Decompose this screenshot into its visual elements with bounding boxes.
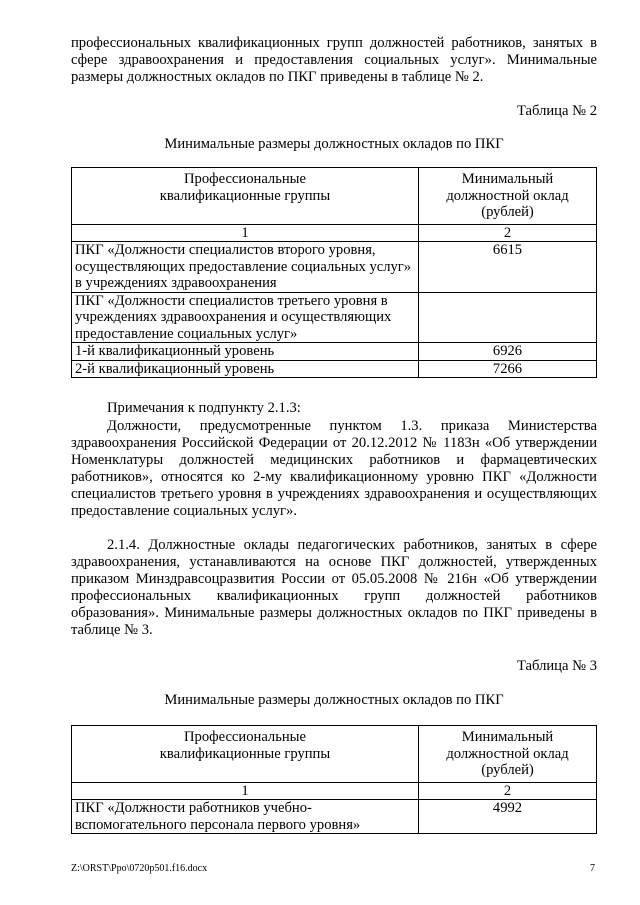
table-row	[72, 343, 597, 361]
table3-header-col1: Профессиональные квалификационные группы	[72, 726, 419, 783]
table2-row-value: 6926	[419, 343, 597, 361]
table-row	[72, 800, 597, 834]
table2-row-name: ПКГ «Должности специалистов третьего уровня в учреждениях здравоохранения и осуществляющих предоставление социальных услуг»	[72, 292, 419, 343]
intro-paragraph: профессиональных квалификационных групп должностей работников, занятых в сфере здравоохранения и предоставления социальных услуг». Минимальные размеры должностных окладов по ПКГ приведены в таблице № 2.	[71, 35, 597, 85]
table3-row-value: 4992	[419, 800, 597, 834]
footer-page-number: 7	[590, 863, 595, 874]
table3-caption: Минимальные размеры должностных окладов по ПКГ	[164, 692, 504, 708]
table3-number-row	[72, 782, 597, 800]
table3-header-col2: Минимальный должностной оклад (рублей)	[419, 726, 597, 783]
notes-text: Должности, предусмотренные пунктом 1.3. приказа Министерства здравоохранения Российской Федерации от 20.12.2012 № 1183н «Об утверждении Номенклатуры должностей медицинских работников и фармацевтических работников», относятся ко 2-му квалификационному уровню ПКГ «Должности специалистов третьего уровня в учреждениях здравоохранения и осуществляющих предоставление социальных услуг».	[71, 418, 597, 519]
table2-row-name: 1-й квалификационный уровень	[72, 343, 419, 361]
table3-row-name: ПКГ «Должности работников учебно-вспомогательного персонала первого уровня»	[72, 800, 419, 834]
table-row	[72, 292, 597, 343]
table2-num-col1: 1	[72, 224, 419, 242]
table3-label: Таблица № 3	[517, 658, 597, 674]
table2-header-col2: Минимальный должностной оклад (рублей)	[419, 168, 597, 225]
notes-title: Примечания к подпункту 2.1.3:	[107, 400, 301, 416]
table2-row-name: ПКГ «Должности специалистов второго уровня, осуществляющих предоставление социальных услуг» в учреждениях здравоохранения	[72, 242, 419, 293]
table3	[71, 725, 597, 834]
table2-num-col2: 2	[419, 224, 597, 242]
table2-header-col1: Профессиональные квалификационные группы	[72, 168, 419, 225]
table2-caption: Минимальные размеры должностных окладов по ПКГ	[164, 136, 504, 152]
section-2-1-4: 2.1.4. Должностные оклады педагогических работников, занятых в сфере здравоохранения, устанавливаются на основе ПКГ должностей, утвержденных приказом Минздравсоцразвития России от 05.05.2008 № 216н «Об утверждении профессиональных квалификационных групп должностей работников образования». Минимальные размеры должностных окладов по ПКГ приведены в таблице № 3.	[71, 537, 597, 638]
table2-row-value: 7266	[419, 360, 597, 378]
table2-header-row	[72, 168, 597, 225]
table2-row-value	[419, 292, 597, 343]
table3-num-col1: 1	[72, 782, 419, 800]
footer-file-path: Z:\ORST\Ppo\0720p501.f16.docx	[71, 863, 208, 874]
table3-num-col2: 2	[419, 782, 597, 800]
table-row	[72, 242, 597, 293]
table2-number-row	[72, 224, 597, 242]
table-row	[72, 360, 597, 378]
table3-header-row	[72, 726, 597, 783]
table2-label: Таблица № 2	[517, 103, 597, 119]
document-page	[71, 35, 597, 834]
table2-row-value: 6615	[419, 242, 597, 293]
table2-row-name: 2-й квалификационный уровень	[72, 360, 419, 378]
table2	[71, 167, 597, 378]
